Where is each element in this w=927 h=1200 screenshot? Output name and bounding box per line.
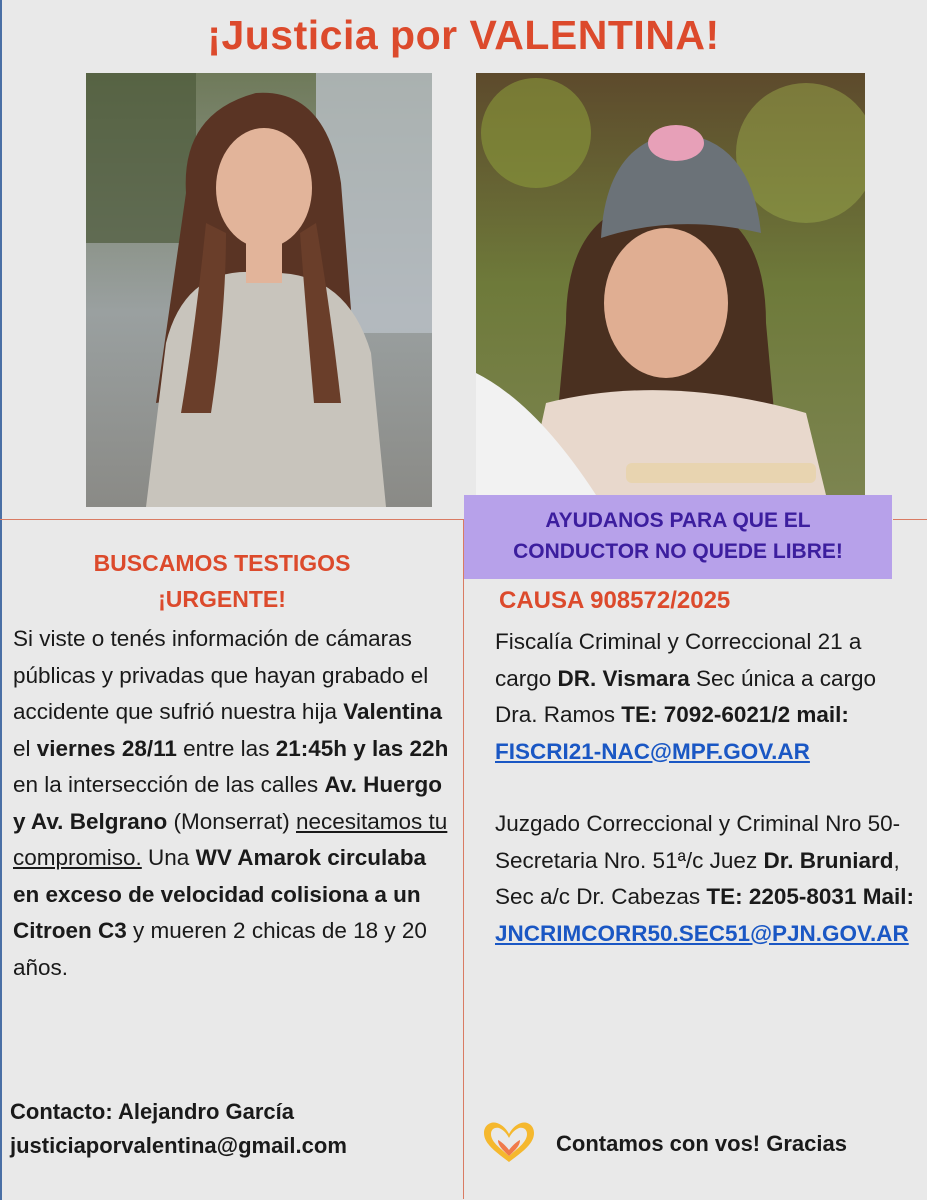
divider-horizontal: [893, 519, 927, 520]
contact-email[interactable]: justiciaporvalentina@gmail.com: [10, 1133, 347, 1158]
heart-hands-icon: [478, 1118, 540, 1168]
banner-line: CONDUCTOR NO QUEDE LIBRE!: [513, 540, 843, 563]
witness-text: Si viste o tenés información de cámaras públicas y privadas que hayan grabado el accidente que sufrió nuestra hija Valentina el viernes 28/11 entre las 21:45h y las 22h en la intersección de las calles Av. Huergo y Av. Belgrano (Monserrat) necesitamos tu compromiso. Una WV Amarok circulaba en exceso de velocidad colisiona a un Citroen C3 y mueren 2 chicas de 18 y 20 años.: [13, 626, 449, 980]
help-banner: [464, 495, 892, 579]
witness-heading-line: ¡URGENTE!: [158, 586, 286, 612]
banner-line: AYUDANOS PARA QUE EL: [545, 509, 811, 532]
left-border: [0, 0, 2, 1200]
photo-valentina-left: [86, 73, 432, 507]
juzgado-email-link[interactable]: JNCRIMCORR50.SEC51@PJN.GOV.AR: [495, 920, 909, 946]
photo-valentina-right: [476, 73, 865, 495]
divider-vertical: [463, 519, 464, 1199]
juzgado-block: Juzgado Correccional y Criminal Nro 50-Secretaria Nro. 51ª/c Juez Dr. Bruniard, Sec a/c Dr. Cabezas TE: 2205-8031 Mail: JNCRIMCORR50.SEC51@PJN.GOV.AR: [495, 811, 914, 946]
causa-details: [495, 624, 915, 952]
page-title: ¡Justicia por VALENTINA!: [207, 12, 720, 58]
thanks-text: Contamos con vos! Gracias: [556, 1131, 847, 1156]
divider-horizontal: [0, 519, 463, 520]
contact-name: Contacto: Alejandro García: [10, 1099, 295, 1124]
witness-heading: [12, 545, 432, 617]
fiscalia-block: Fiscalía Criminal y Correccional 21 a cargo DR. Vismara Sec única a cargo Dra. Ramos TE: 7092-6021/2 mail: FISCRI21-NAC@MPF.GOV.AR: [495, 629, 877, 764]
contact-block: [10, 1095, 347, 1163]
fiscalia-email-link[interactable]: FISCRI21-NAC@MPF.GOV.AR: [495, 738, 810, 764]
witness-heading-line: BUSCAMOS TESTIGOS: [93, 550, 351, 576]
causa-title: CAUSA 908572/2025: [499, 587, 731, 614]
